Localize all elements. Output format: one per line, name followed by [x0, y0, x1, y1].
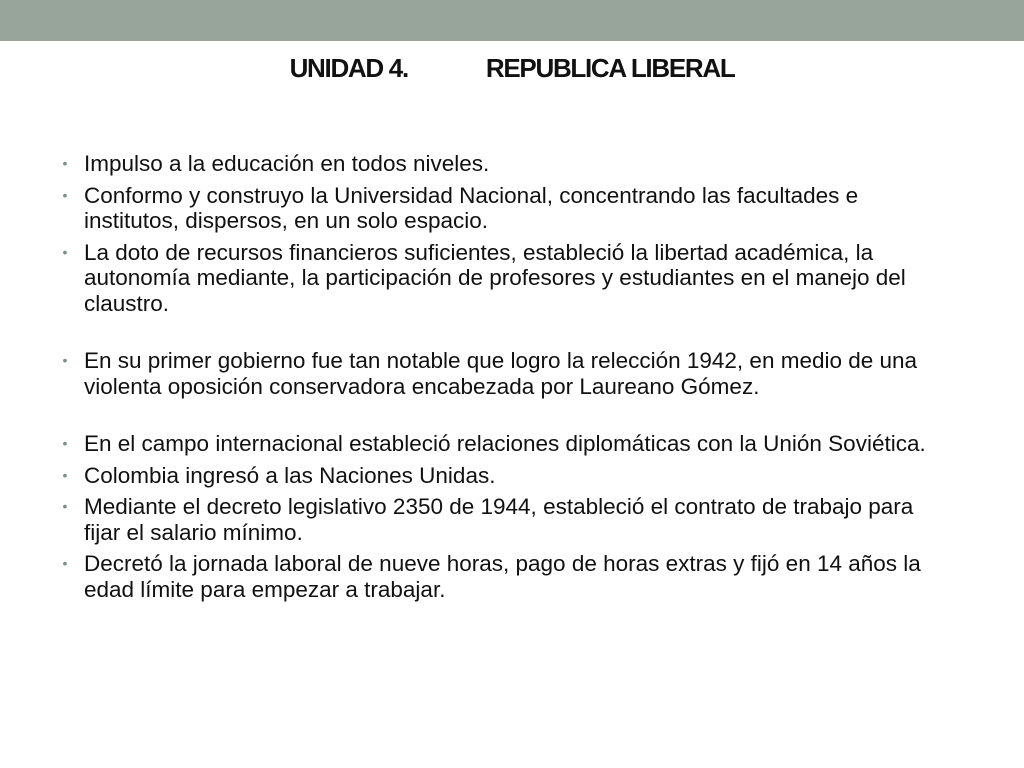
bullet-text: La doto de recursos financieros suficientes, estableció la libertad académica, la autonomía mediante, la participación de profesores y estudiantes en el manejo del claustro. [84, 239, 906, 316]
bullet-text: Impulso a la educación en todos niveles. [84, 151, 490, 176]
bullet-text: Colombia ingresó a las Naciones Unidas. [84, 462, 496, 488]
top-decorative-bar [0, 0, 1024, 41]
bullet-icon: • [62, 243, 68, 260]
title-unit: UNIDAD 4. [289, 53, 408, 83]
bullet-text: Mediante el decreto legislativo 2350 de 1944, estableció el contrato de trabajo para fijar el salario mínimo. [84, 494, 914, 545]
list-item [58, 240, 938, 317]
bullet-icon: • [62, 466, 68, 483]
slide-title [0, 53, 1024, 83]
bullet-icon: • [62, 186, 68, 203]
bullet-text: En su primer gobierno fue tan notable que logro la relección 1942, en medio de una violenta oposición conservadora encabezada por Laureano Gómez. [84, 348, 918, 399]
title-topic: REPUBLICA LIBERAL [485, 53, 735, 83]
bullet-icon: • [62, 155, 68, 171]
bullet-text: Conformo y construyo la Universidad Nacional, concentrando las facultades e institutos, dispersos, en un solo espacio. [84, 182, 859, 233]
list-item [58, 551, 938, 602]
list-item [58, 183, 938, 234]
list-item [58, 348, 938, 399]
bullet-icon: • [62, 352, 68, 368]
bullet-list [58, 151, 938, 608]
list-item [58, 494, 938, 545]
bullet-text: En el campo internacional estableció relaciones diplomáticas con la Unión Soviética. [84, 431, 926, 456]
bullet-text: Decretó la jornada laboral de nueve horas, pago de horas extras y fijó en 14 años la edad límite para empezar a trabajar. [84, 551, 921, 602]
bullet-icon: • [62, 498, 68, 514]
bullet-icon: • [62, 555, 68, 571]
list-item [58, 151, 938, 177]
list-item [58, 463, 938, 489]
list-item [58, 431, 938, 457]
bullet-icon: • [62, 435, 68, 451]
